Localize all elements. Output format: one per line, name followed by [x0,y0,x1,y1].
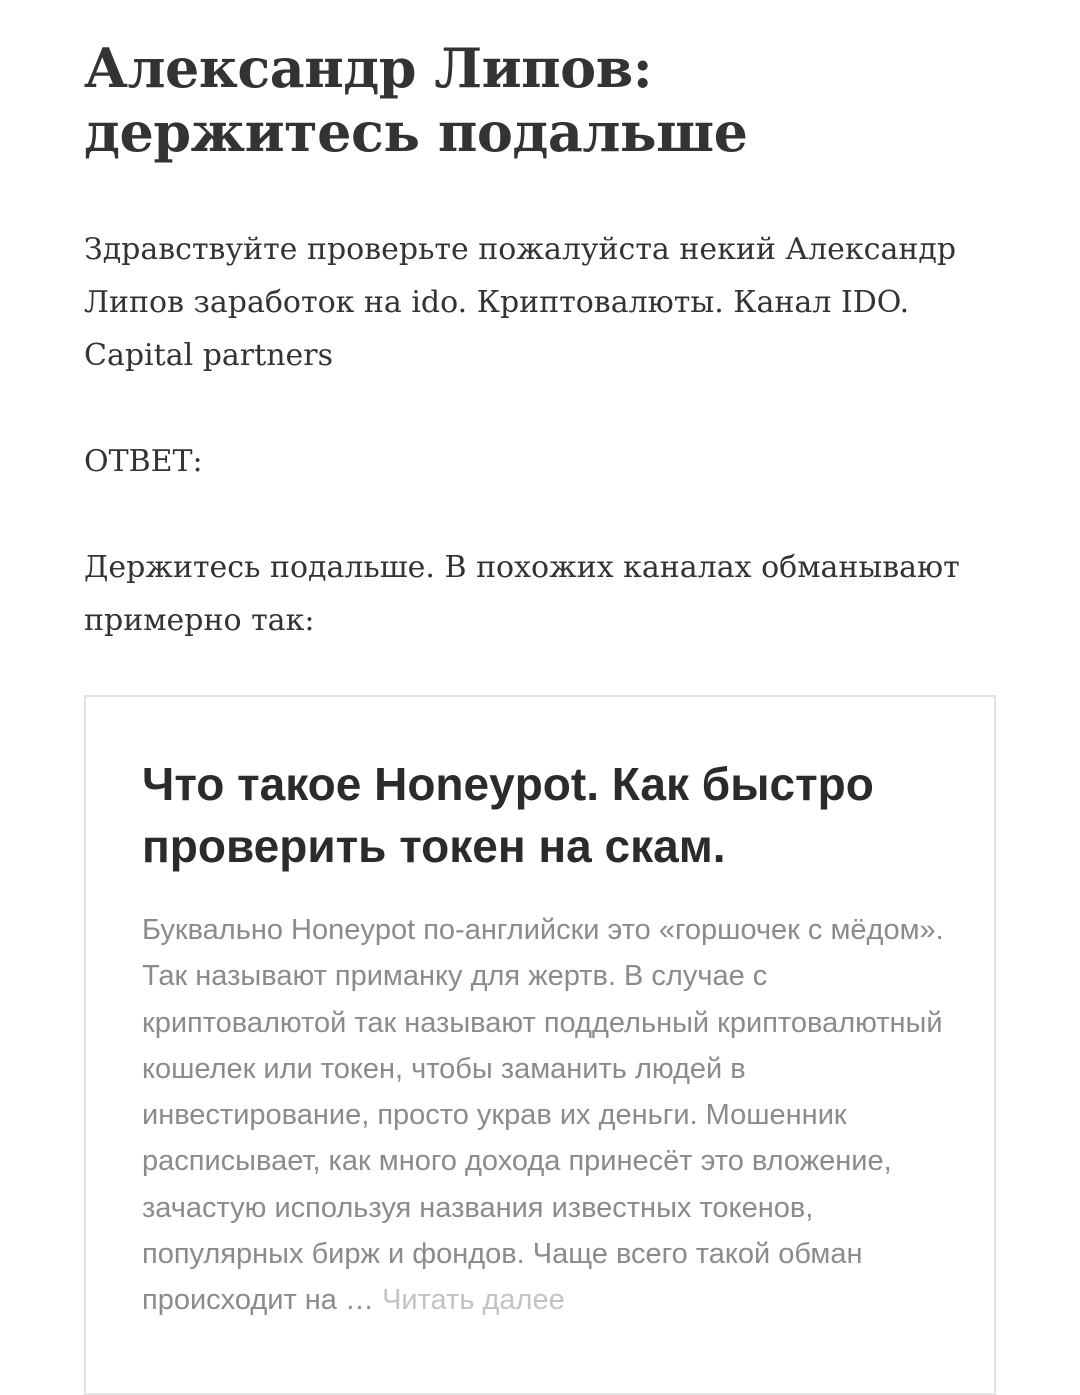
embedded-post-card[interactable] [84,695,996,1395]
excerpt-text: Буквально Honeypot по-английски это «горшочек с мёдом». Так называют приманку для жертв. В случае с криптовалютой так называют поддельный криптовалютный кошелек или токен, чтобы заманить людей в инвестирование, просто украв их деньги. Мошенник расписывает, как много дохода принесёт это вложение, зачастую используя названия известных токенов, популярных бирж и фондов. Чаще всего такой обман происходит на … [142,914,944,1317]
embedded-post-excerpt [142,907,952,1324]
read-more-link[interactable]: Читать далее [382,1284,565,1317]
embedded-post-title[interactable]: Что такое Honeypot. Как быстро проверить токен на скам. [142,758,874,872]
answer-label: ОТВЕТ: [84,444,203,479]
question-paragraph: Здравствуйте проверьте пожалуйста некий Александр Липов заработок на ido. Криптовалюты. Канал IDO. Capital partners [84,232,957,373]
embedded-post-content [142,753,952,1324]
answer-paragraph: Держитесь подальше. В похожих каналах обманывают примерно так: [84,550,960,638]
article-title: Александр Липов: держитесь подальше [84,36,748,164]
article [84,0,998,647]
